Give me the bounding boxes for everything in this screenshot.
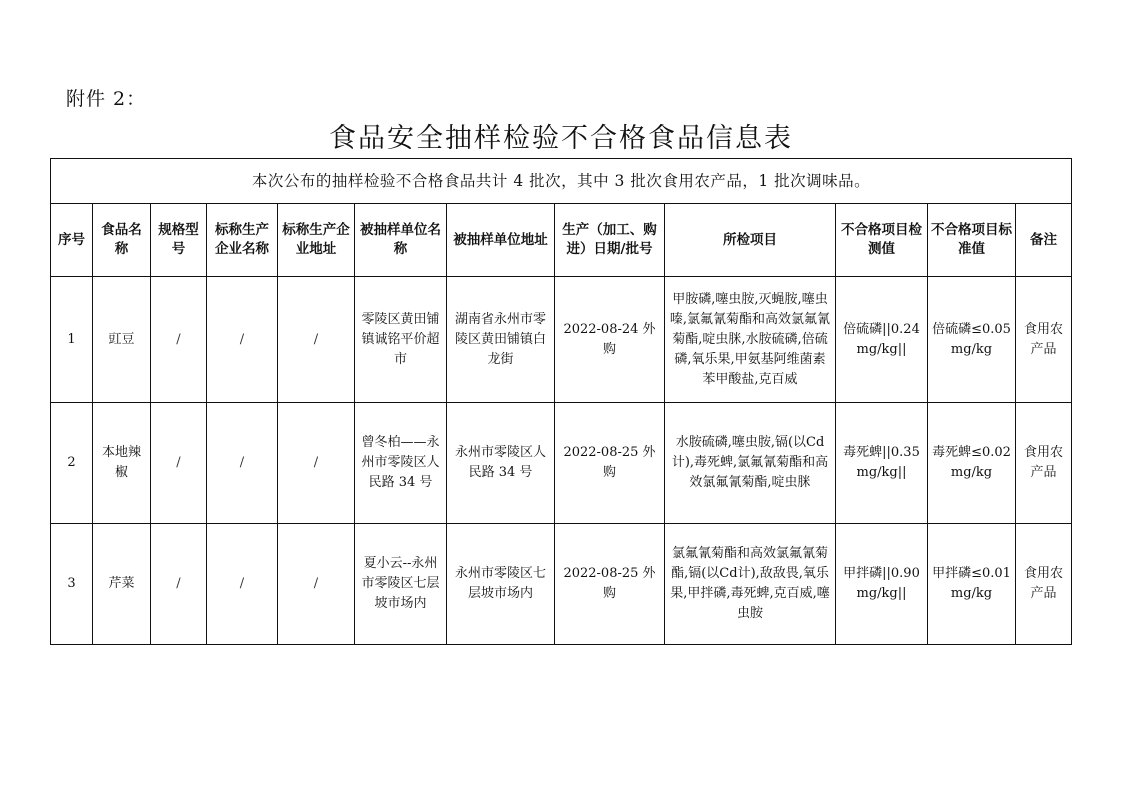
cell-producer-name: / [207,277,278,403]
cell-items: 氯氟氰菊酯和高效氯氟氰菊酯,镉(以Cd计),敌敌畏,氧乐果,甲拌磷,毒死蜱,克百威,噻虫胺 [665,524,836,645]
summary-text: 本次公布的抽样检验不合格食品共计 4 批次，其中 3 批次食用农产品，1 批次调味品。 [51,159,1072,204]
cell-result: 倍硫磷||0.24 mg/kg|| [836,277,928,403]
cell-food-name: 本地辣椒 [93,403,151,524]
cell-spec: / [151,524,207,645]
cell-producer-address: / [278,277,355,403]
cell-producer-name: / [207,403,278,524]
cell-date: 2022-08-25 外购 [555,403,665,524]
table-row [51,524,1072,645]
cell-spec: / [151,403,207,524]
cell-date: 2022-08-25 外购 [555,524,665,645]
cell-date: 2022-08-24 外购 [555,277,665,403]
cell-producer-address: / [278,403,355,524]
cell-standard: 倍硫磷≤0.05 mg/kg [928,277,1016,403]
cell-items: 甲胺磷,噻虫胺,灭蝇胺,噻虫嗪,氯氟氰菊酯和高效氯氟氰菊酯,啶虫脒,水胺硫磷,倍硫磷,氧乐果,甲氨基阿维菌素苯甲酸盐,克百威 [665,277,836,403]
cell-seq: 2 [51,403,93,524]
header-remark: 备注 [1016,204,1072,277]
cell-food-name: 芹菜 [93,524,151,645]
attachment-label: 附件 2： [66,88,147,110]
document-title: 食品安全抽样检验不合格食品信息表 [329,123,793,154]
cell-items: 水胺硫磷,噻虫胺,镉(以Cd计),毒死蜱,氯氟氰菊酯和高效氯氟氰菊酯,啶虫脒 [665,403,836,524]
cell-sampled-unit: 零陵区黄田铺镇诚铭平价超市 [355,277,447,403]
cell-sampled-address: 永州市零陵区七层坡市场内 [447,524,555,645]
header-producer-name: 标称生产企业名称 [207,204,278,277]
cell-result: 甲拌磷||0.90 mg/kg|| [836,524,928,645]
cell-seq: 1 [51,277,93,403]
header-sampled-unit: 被抽样单位名称 [355,204,447,277]
header-producer-address: 标称生产企业地址 [278,204,355,277]
cell-spec: / [151,277,207,403]
header-spec: 规格型号 [151,204,207,277]
header-seq: 序号 [51,204,93,277]
table-row [51,403,1072,524]
cell-producer-address: / [278,524,355,645]
cell-standard: 甲拌磷≤0.01 mg/kg [928,524,1016,645]
cell-remark: 食用农产品 [1016,277,1072,403]
header-sampled-address: 被抽样单位地址 [447,204,555,277]
cell-remark: 食用农产品 [1016,403,1072,524]
unqualified-food-table [50,158,1072,645]
header-items: 所检项目 [665,204,836,277]
cell-food-name: 豇豆 [93,277,151,403]
cell-sampled-address: 永州市零陵区人民路 34 号 [447,403,555,524]
cell-standard: 毒死蜱≤0.02 mg/kg [928,403,1016,524]
cell-sampled-unit: 夏小云--永州市零陵区七层坡市场内 [355,524,447,645]
cell-sampled-address: 湖南省永州市零陵区黄田铺镇白龙街 [447,277,555,403]
header-date: 生产（加工、购进）日期/批号 [555,204,665,277]
table-row [51,277,1072,403]
cell-seq: 3 [51,524,93,645]
header-food-name: 食品名称 [93,204,151,277]
cell-producer-name: / [207,524,278,645]
cell-sampled-unit: 曾冬柏——永州市零陵区人民路 34 号 [355,403,447,524]
table-header-row [51,204,1072,277]
header-standard: 不合格项目标准值 [928,204,1016,277]
header-result: 不合格项目检测值 [836,204,928,277]
cell-result: 毒死蜱||0.35 mg/kg|| [836,403,928,524]
cell-remark: 食用农产品 [1016,524,1072,645]
